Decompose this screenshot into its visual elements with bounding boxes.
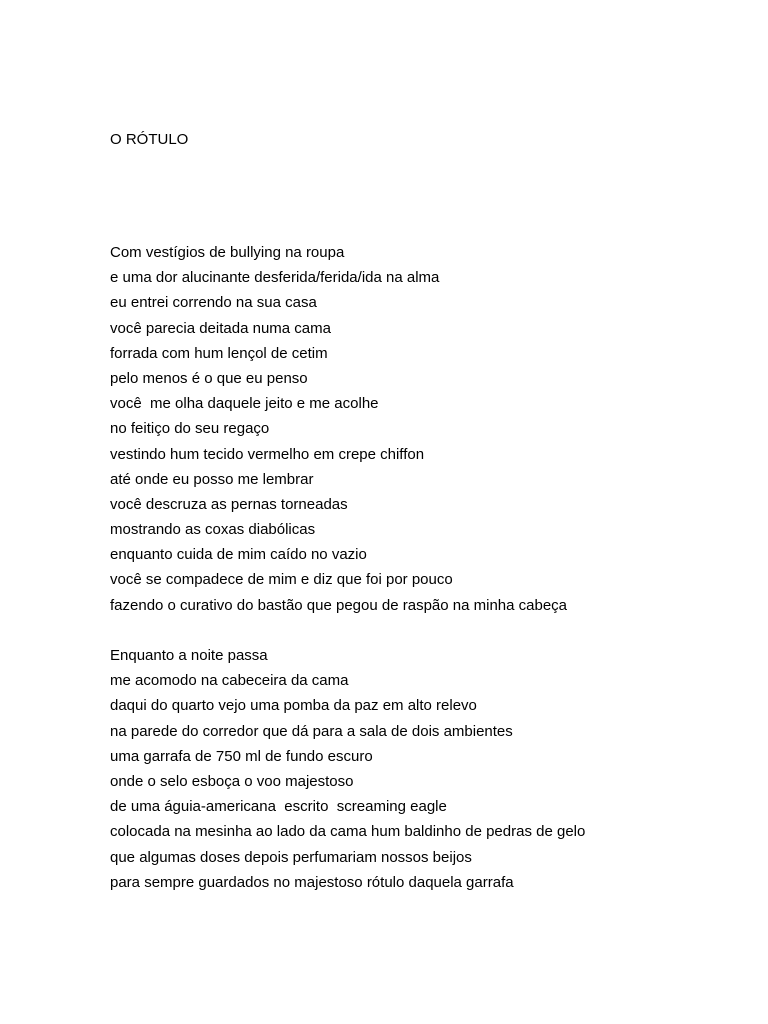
poem-line: eu entrei correndo na sua casa [110, 294, 317, 312]
poem-line: uma garrafa de 750 ml de fundo escuro [110, 747, 373, 765]
poem-line: para sempre guardados no majestoso rótulo daquela garrafa [110, 873, 514, 891]
stanza-2 [110, 643, 585, 895]
poem-line: pelo menos é o que eu penso [110, 369, 308, 387]
poem-line: Com vestígios de bullying na roupa [110, 244, 345, 261]
poem-line: você se compadece de mim e diz que foi por pouco [110, 571, 453, 589]
poem-line: e uma dor alucinante desferida/ferida/ida na alma [110, 269, 440, 287]
poem-line: você parecia deitada numa cama [110, 319, 331, 337]
poem-line: que algumas doses depois perfumariam nossos beijos [110, 848, 472, 866]
poem-line: colocada na mesinha ao lado da cama hum baldinho de pedras de gelo [110, 823, 586, 841]
poem-line: daqui do quarto vejo uma pomba da paz em alto relevo [110, 697, 477, 715]
poem-line: onde o selo esboça o voo majestoso [110, 772, 354, 790]
poem-line: no feitiço do seu regaço [110, 420, 270, 438]
poem-line: forrada com hum lençol de cetim [110, 344, 328, 362]
poem-line: vestindo hum tecido vermelho em crepe chiffon [110, 445, 425, 463]
poem-line: enquanto cuida de mim caído no vazio [110, 546, 367, 564]
poem-line: de uma águia-americana escrito screaming eagle [110, 798, 447, 816]
stanza-1 [110, 240, 567, 618]
poem-line: Enquanto a noite passa [110, 647, 268, 664]
poem-line: até onde eu posso me lembrar [110, 470, 314, 488]
poem-title: O RÓTULO [110, 131, 189, 148]
poem-line: na parede do corredor que dá para a sala de dois ambientes [110, 722, 513, 740]
poem-line: mostrando as coxas diabólicas [110, 521, 316, 539]
poem-line: me acomodo na cabeceira da cama [110, 672, 349, 690]
poem-line: fazendo o curativo do bastão que pegou de raspão na minha cabeça [110, 596, 568, 614]
poem-line: você descruza as pernas torneadas [110, 495, 348, 513]
poem-line: você me olha daquele jeito e me acolhe [110, 395, 379, 413]
